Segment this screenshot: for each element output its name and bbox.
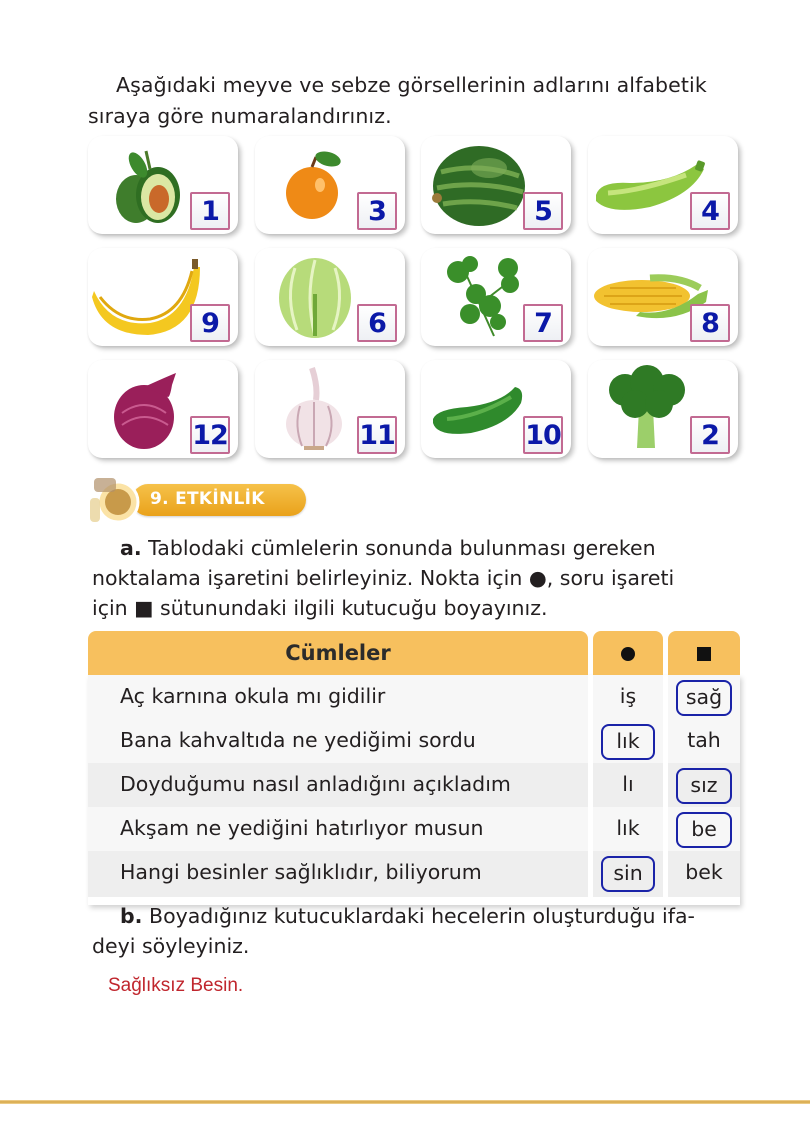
activity-title-bar — [132, 484, 306, 516]
instruction-line-1: Aşağıdaki meyve ve sebze görsellerinin adlarını alfabetik — [116, 73, 707, 97]
part-a-line-2: noktalama işaretini belirleyiniz. Nokta için ●, soru işareti — [92, 566, 675, 590]
number-box[interactable]: 10 — [523, 416, 563, 454]
square-syllable-marked[interactable]: be — [676, 812, 732, 848]
number-box[interactable]: 11 — [357, 416, 397, 454]
avocado-icon — [98, 142, 198, 228]
part-a-line-1: a. Tablodaki cümlelerin sonunda bulunması gereken — [120, 536, 656, 560]
part-a-instructions — [92, 533, 738, 623]
produce-card-zucchini — [588, 136, 738, 234]
produce-card-watermelon — [421, 136, 571, 234]
table-row — [88, 807, 740, 853]
cucumber-icon — [427, 366, 527, 452]
garlic-icon — [265, 366, 365, 452]
sentence: Aç karnına okula mı gidilir — [120, 684, 386, 708]
produce-card-cucumber — [421, 360, 571, 458]
table-row — [88, 675, 740, 721]
dot-syllable[interactable]: lık — [616, 816, 640, 840]
cabbage-icon — [265, 254, 365, 340]
number-box[interactable]: 2 — [690, 416, 730, 454]
table-row — [88, 851, 740, 897]
square-icon — [697, 647, 711, 661]
number-box[interactable]: 4 — [690, 192, 730, 230]
sentence: Bana kahvaltıda ne yediğimi sordu — [120, 728, 476, 752]
parsley-icon — [431, 254, 531, 340]
square-syllable-marked[interactable]: sız — [676, 768, 732, 804]
instruction-line-2: sıraya göre numaralandırınız. — [88, 104, 392, 128]
part-b-instructions — [92, 901, 738, 961]
part-b-label: b. — [120, 904, 143, 928]
produce-card-banana — [88, 248, 238, 346]
answer-text: Sağlıksız Besin. — [108, 975, 244, 996]
footer-divider — [0, 1100, 810, 1104]
table-row — [88, 719, 740, 765]
produce-card-corn — [588, 248, 738, 346]
activity-banner — [88, 474, 308, 526]
watermelon-icon — [427, 142, 527, 228]
square-syllable-marked[interactable]: sağ — [676, 680, 732, 716]
banana-icon — [90, 254, 202, 340]
onion-icon — [98, 366, 198, 452]
number-box[interactable]: 8 — [690, 304, 730, 342]
activity-emblem-icon — [88, 474, 144, 526]
broccoli-icon — [598, 366, 698, 452]
instruction-text — [88, 70, 738, 132]
dot-syllable[interactable]: lı — [622, 772, 634, 796]
number-box[interactable]: 5 — [523, 192, 563, 230]
number-box[interactable]: 6 — [357, 304, 397, 342]
header-square — [668, 631, 740, 675]
part-b-line-2: deyi söyleyiniz. — [92, 934, 250, 958]
part-a-label: a. — [120, 536, 142, 560]
activity-title: 9. ETKİNLİK — [150, 489, 265, 509]
produce-card-broccoli — [588, 360, 738, 458]
header-dot — [593, 631, 663, 675]
part-a-line-3: için ■ sütunundaki ilgili kutucuğu boyayınız. — [92, 596, 548, 620]
square-syllable[interactable]: bek — [685, 860, 723, 884]
part-b-line-1: b. Boyadığınız kutucuklardaki hecelerin oluşturduğu ifa- — [120, 904, 695, 928]
sentence: Akşam ne yediğini hatırlıyor musun — [120, 816, 484, 840]
number-box[interactable]: 1 — [190, 192, 230, 230]
produce-card-parsley — [421, 248, 571, 346]
produce-card-garlic — [255, 360, 405, 458]
number-box[interactable]: 7 — [523, 304, 563, 342]
dot-syllable-marked[interactable]: lık — [601, 724, 655, 760]
dot-syllable[interactable]: iş — [619, 684, 637, 708]
sentence: Hangi besinler sağlıklıdır, biliyorum — [120, 860, 482, 884]
table-row — [88, 763, 740, 809]
dot-syllable-marked[interactable]: sin — [601, 856, 655, 892]
sentence: Doyduğumu nasıl anladığını açıkladım — [120, 772, 511, 796]
apricot-icon — [265, 142, 365, 228]
number-box[interactable]: 9 — [190, 304, 230, 342]
produce-card-cabbage — [255, 248, 405, 346]
dot-icon — [621, 647, 635, 661]
header-sentences: Cümleler — [88, 631, 588, 675]
produce-card-avocado — [88, 136, 238, 234]
number-box[interactable]: 3 — [357, 192, 397, 230]
number-box[interactable]: 12 — [190, 416, 230, 454]
square-syllable[interactable]: tah — [687, 728, 721, 752]
produce-card-onion — [88, 360, 238, 458]
produce-card-apricot — [255, 136, 405, 234]
